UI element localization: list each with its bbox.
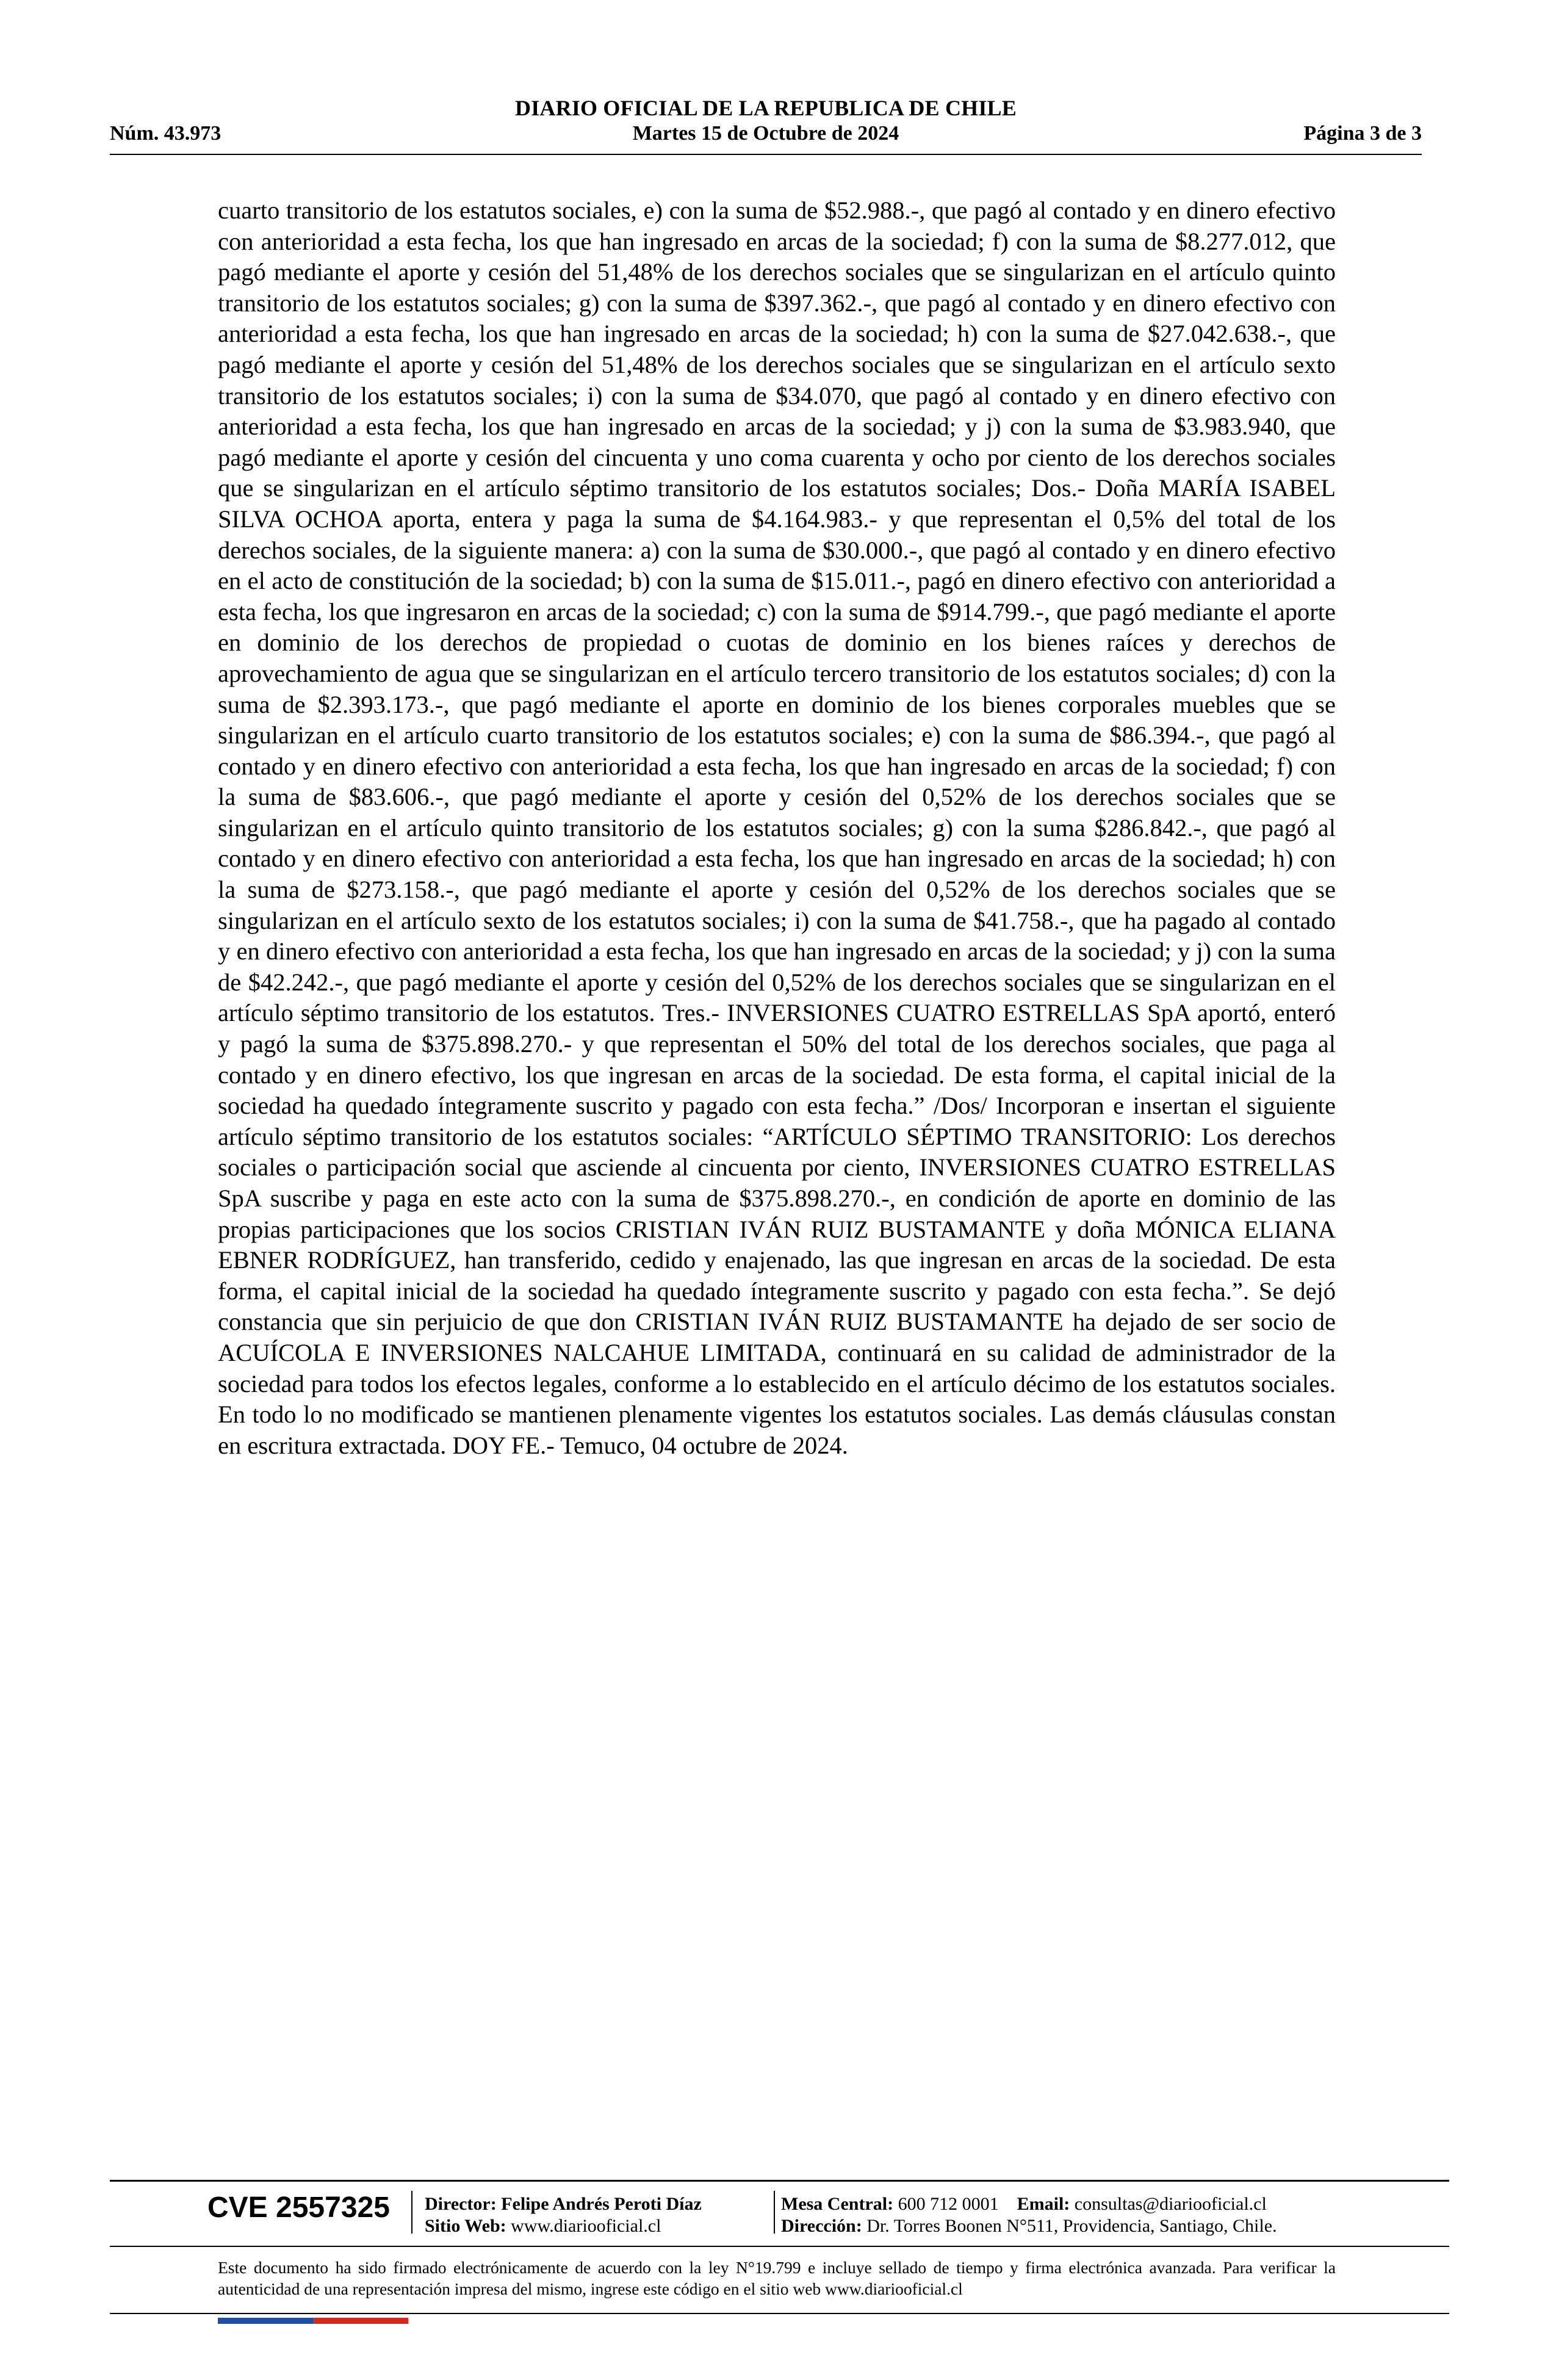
flag-blue-stripe: [218, 2318, 313, 2324]
website-link[interactable]: www.diariooficial.cl: [511, 2216, 661, 2236]
footer-divider: [411, 2191, 412, 2234]
footer-bottom-rule: [110, 2313, 1449, 2314]
address-label: Dirección:: [781, 2216, 862, 2236]
issue-number: Núm. 43.973: [110, 122, 222, 145]
director-label: Director:: [425, 2194, 497, 2214]
document-body: cuarto transitorio de los estatutos sociales, e) con la suma de $52.988.-, que pagó al contado y en dinero efectivo con anterioridad a esta fecha, los que han ingresado en arcas de la sociedad; f) con la suma de $8.277.012, que pagó mediante el aporte y cesión del 51,48% de los derechos sociales que se singularizan en el artículo quinto transitorio de los estatutos sociales; g) con la suma de $397.362.-, que pagó al contado y en dinero efectivo con anterioridad a esta fecha, los que han ingresado en arcas de la sociedad; h) con la suma de $27.042.638.-, que pagó mediante el aporte y cesión del 51,48% de los derechos sociales que se singularizan en el artículo sexto transitorio de los estatutos sociales; i) con la suma de $34.070, que pagó al contado y en dinero efectivo con anterioridad a esta fecha, los que han ingresado en arcas de la sociedad; y j) con la suma de $3.983.940, que pagó mediante el aporte y cesión del cincuenta y uno coma cuarenta y ocho por ciento de los derechos sociales que se singularizan en el artículo séptimo transitorio de los estatutos sociales; Dos.- Doña MARÍA ISABEL SILVA OCHOA aporta, entera y paga la suma de $4.164.983.- y que representan el 0,5% del total de los derechos sociales, de la siguiente manera: a) con la suma de $30.000.-, que pagó al contado y en dinero efectivo en el acto de constitución de la sociedad; b) con la suma de $15.011.-, pagó en dinero efectivo con anterioridad a esta fecha, los que ingresaron en arcas de la sociedad; c) con la suma de $914.799.-, que pagó mediante el aporte en dominio de los derechos de propiedad o cuotas de dominio en los bienes raíces y derechos de aprovechamiento de agua que se singularizan en el artículo tercero transitorio de los estatutos sociales; d) con la suma de $2.393.173.-, que pagó mediante el aporte en dominio de los bienes corporales muebles que se singularizan en el artículo cuarto transitorio de los estatutos sociales; e) con la suma de $86.394.-, que pagó al contado y en dinero efectivo con anterioridad a esta fecha, los que han ingresado en arcas de la sociedad; f) con la suma de $83.606.-, que pagó mediante el aporte y cesión del 0,52% de los derechos sociales que se singularizan en el artículo quinto transitorio de los estatutos sociales; g) con la suma $286.842.-, que pagó al contado y en dinero efectivo con anterioridad a esta fecha, los que han ingresado en arcas de la sociedad; h) con la suma de $273.158.-, que pagó mediante el aporte y cesión del 0,52% de los derechos sociales que se singularizan en el artículo sexto de los estatutos sociales; i) con la suma de $41.758.-, que ha pagado al contado y en dinero efectivo con anterioridad a esta fecha, los que han ingresado en arcas de la sociedad; y j) con la suma de $42.242.-, que pagó mediante el aporte y cesión del 0,52% de los derechos sociales que se singularizan en el artículo séptimo transitorio de los estatutos. Tres.- INVERSIONES CUATRO ESTRELLAS SpA aportó, enteró y pagó la suma de $375.898.270.- y que representan el 50% del total de los derechos sociales, que paga al contado y en dinero efectivo, los que ingresan en arcas de la sociedad. De esta forma, el capital inicial de la sociedad ha quedado íntegramente suscrito y pagado con esta fecha.” /Dos/ Incorporan e insertan el siguiente artículo séptimo transitorio de los estatutos sociales: “ARTÍCULO SÉPTIMO TRANSITORIO: Los derechos sociales o participación social que asciende al cincuenta por ciento, INVERSIONES CUATRO ESTRELLAS SpA suscribe y paga en este acto con la suma de $375.898.270.-, en condición de aporte en dominio de las propias participaciones que los socios CRISTIAN IVÁN RUIZ BUSTAMANTE y doña MÓNICA ELIANA EBNER RODRÍGUEZ, han transferido, cedido y enajenado, las que ingresan en arcas de la sociedad. De esta forma, el capital inicial de la sociedad ha quedado íntegramente suscrito y pagado con esta fecha.”. Se dejó constancia que sin perjuicio de que don CRISTIAN IVÁN RUIZ BUSTAMANTE ha dejado de ser socio de ACUÍCOLA E INVERSIONES NALCAHUE LIMITADA, continuará en su calidad de administrador de la sociedad para todos los efectos legales, conforme a lo establecido en el artículo décimo de los estatutos sociales. En todo lo no modificado se mantienen plenamente vigentes los estatutos sociales. Las demás cláusulas constan en escritura extractada. DOY FE.- Temuco, 04 octubre de 2024.: [218, 197, 1336, 1459]
header-rule: [110, 154, 1422, 155]
publication-title: DIARIO OFICIAL DE LA REPUBLICA DE CHILE: [515, 96, 1017, 120]
address-value: Dr. Torres Boonen N°511, Providencia, Santiago, Chile.: [866, 2216, 1277, 2236]
director-name: Felipe Andrés Peroti Díaz: [501, 2194, 702, 2214]
footer-top-rule: [110, 2180, 1449, 2182]
footer-director-column: [425, 2193, 702, 2237]
website-label: Sitio Web:: [425, 2216, 506, 2236]
footer-contact-column: [781, 2193, 1277, 2237]
signature-disclaimer: Este documento ha sido firmado electrónicamente de acuerdo con la ley N°19.799 e incluye sellado de tiempo y firma electrónica avanzada. Para verificar la autenticidad de una representación impresa del mismo, ingrese este código en el sitio web www.diariooficial.cl: [218, 2258, 1336, 2298]
footer-info: [110, 2185, 1449, 2240]
cve-code: CVE 2557325: [207, 2191, 390, 2224]
issue-date: Martes 15 de Octubre de 2024: [632, 122, 899, 145]
email-link[interactable]: consultas@diariooficial.cl: [1074, 2194, 1267, 2214]
page-number: Página 3 de 3: [1303, 122, 1422, 145]
page-header: [110, 93, 1422, 160]
flag-red-stripe: [313, 2318, 408, 2324]
chile-flag-stripe: [218, 2318, 408, 2324]
footer-divider: [774, 2191, 775, 2234]
phone-number: 600 712 0001: [898, 2194, 999, 2214]
footer-middle-rule: [110, 2246, 1449, 2247]
phone-label: Mesa Central:: [781, 2194, 894, 2214]
email-label: Email:: [1017, 2194, 1070, 2214]
